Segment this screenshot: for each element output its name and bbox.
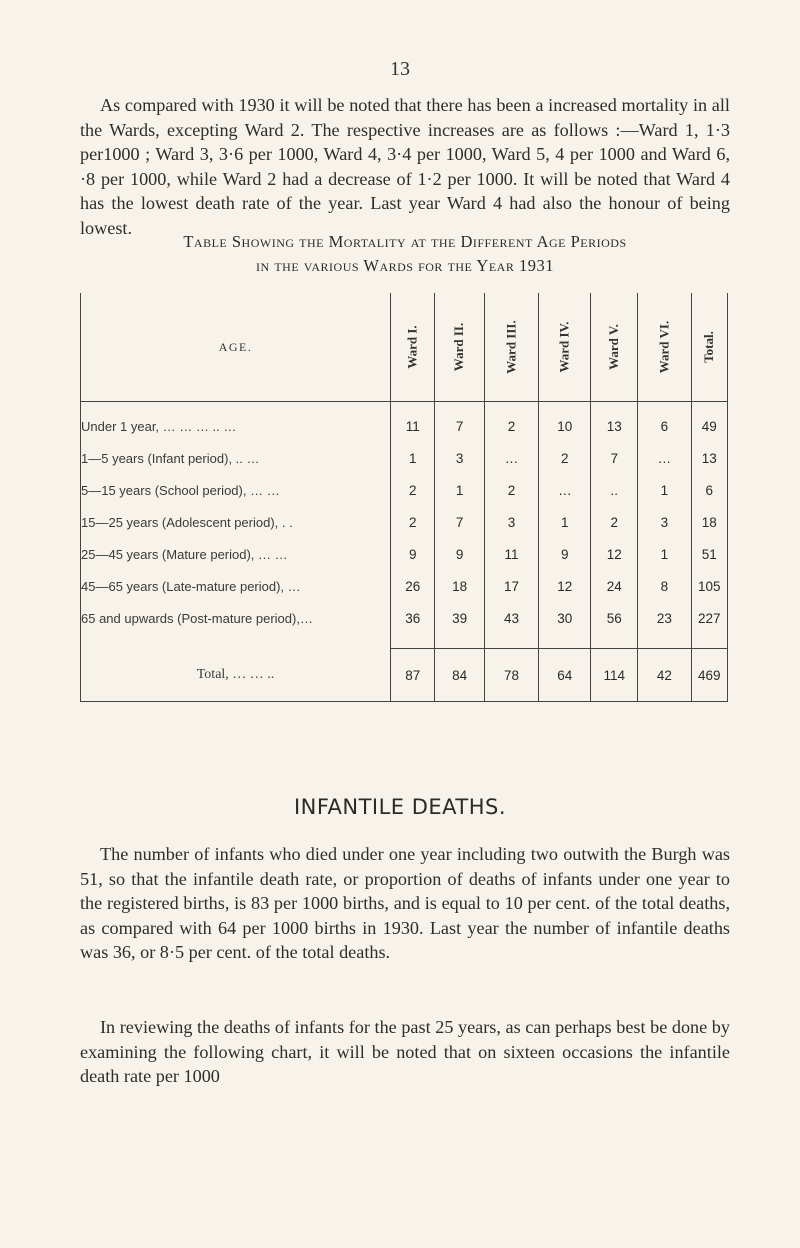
cell-grand-total: 469: [691, 649, 727, 702]
cell: 7: [435, 402, 484, 443]
cell: 13: [591, 402, 638, 443]
cell: 24: [591, 570, 638, 602]
header-total: Total.: [691, 293, 727, 402]
cell: 3: [435, 442, 484, 474]
table-row: [81, 538, 728, 570]
cell: …: [484, 442, 538, 474]
paragraph-review: In reviewing the deaths of infants for the past 25 years, as can perhaps best be done by examining the following chart, it will be noted that on sixteen occasions the infantile death rate per 1000: [80, 1017, 730, 1087]
cell: …: [539, 474, 591, 506]
row-label: 65 and upwards (Post-mature period),…: [81, 602, 391, 634]
row-label: 45—65 years (Late-mature period), …: [81, 570, 391, 602]
cell: 7: [435, 506, 484, 538]
table-total-row: [81, 649, 728, 702]
cell: 10: [539, 402, 591, 443]
header-age: AGE.: [81, 293, 391, 402]
row-label: 25—45 years (Mature period), … …: [81, 538, 391, 570]
row-label: Under 1 year, … … … .. …: [81, 402, 391, 443]
cell: 17: [484, 570, 538, 602]
cell: ..: [591, 474, 638, 506]
cell: 1: [638, 474, 692, 506]
cell: 12: [539, 570, 591, 602]
section-heading: INFANTILE DEATHS.: [293, 795, 507, 819]
cell: 87: [391, 649, 435, 702]
cell: 1: [638, 538, 692, 570]
cell: 1: [435, 474, 484, 506]
cell: 78: [484, 649, 538, 702]
cell: …: [638, 442, 692, 474]
cell-total: 51: [691, 538, 727, 570]
cell: 39: [435, 602, 484, 634]
cell: 84: [435, 649, 484, 702]
cell: 23: [638, 602, 692, 634]
header-ward-3: Ward III.: [484, 293, 538, 402]
cell: 2: [591, 506, 638, 538]
table-row: [81, 602, 728, 634]
header-ward-2: Ward II.: [435, 293, 484, 402]
cell: 3: [638, 506, 692, 538]
table-row: [81, 570, 728, 602]
cell: 36: [391, 602, 435, 634]
header-ward-4: Ward IV.: [539, 293, 591, 402]
cell-total: 13: [691, 442, 727, 474]
page-number: 13: [390, 58, 410, 80]
cell: 2: [484, 474, 538, 506]
table-title-line-1: Table Showing the Mortality at the Different Age Periods: [183, 232, 627, 251]
cell-total: 6: [691, 474, 727, 506]
cell-total: 49: [691, 402, 727, 443]
total-label: Total, … … ..: [81, 649, 391, 702]
table-row: [81, 402, 728, 443]
row-label: 1—5 years (Infant period), .. …: [81, 442, 391, 474]
cell: 3: [484, 506, 538, 538]
cell-total: 105: [691, 570, 727, 602]
cell-total: 18: [691, 506, 727, 538]
cell: 7: [591, 442, 638, 474]
cell: 26: [391, 570, 435, 602]
cell: 6: [638, 402, 692, 443]
cell: 9: [391, 538, 435, 570]
cell: 2: [484, 402, 538, 443]
paragraph-mortality-comparison: As compared with 1930 it will be noted that there has been a increased mortality in all the Wards, excepting Ward 2. The respective increases are as follows :—Ward 1, 1·3 per1000 ; Ward 3, 3·6 per 1000, Ward 4, 3·4 per 1000, Ward 5, 4 per 1000 and Ward 6, ·8 per 1000, while Ward 2 had a decrease of 1·2 per 1000. It will be noted that Ward 4 has the lowest death rate of the year. Last year Ward 4 had also the honour of being lowest.: [80, 95, 730, 238]
cell: 42: [638, 649, 692, 702]
header-ward-6: Ward VI.: [638, 293, 692, 402]
cell: 11: [484, 538, 538, 570]
header-ward-1: Ward I.: [391, 293, 435, 402]
cell: 2: [391, 506, 435, 538]
cell: 1: [391, 442, 435, 474]
cell: 43: [484, 602, 538, 634]
paragraph-infantile-deaths: The number of infants who died under one year including two outwith the Burgh was 51, so that the infantile death rate, or proportion of deaths of infants under one year to the registered births, is 83 per 1000 births, and is equal to 10 per cent. of the total deaths, as compared with 64 per 1000 births in 1930. Last year the number of infantile deaths was 36, or 8·5 per cent. of the total deaths.: [80, 844, 730, 963]
cell: 56: [591, 602, 638, 634]
cell: 18: [435, 570, 484, 602]
mortality-table: [80, 293, 728, 702]
cell: 64: [539, 649, 591, 702]
cell: 2: [391, 474, 435, 506]
cell: 11: [391, 402, 435, 443]
table-row: [81, 506, 728, 538]
cell: 30: [539, 602, 591, 634]
cell: 9: [435, 538, 484, 570]
table-row: [81, 474, 728, 506]
table-title: [80, 230, 730, 278]
row-label: 5—15 years (School period), … …: [81, 474, 391, 506]
table-row: [81, 442, 728, 474]
row-label: 15—25 years (Adolescent period), . .: [81, 506, 391, 538]
cell: 8: [638, 570, 692, 602]
table-title-line-2: in the various Wards for the Year 1931: [256, 256, 554, 275]
table-spacer-row: [81, 634, 728, 649]
cell: 114: [591, 649, 638, 702]
table-header-row: [81, 293, 728, 402]
cell: 12: [591, 538, 638, 570]
cell-total: 227: [691, 602, 727, 634]
cell: 2: [539, 442, 591, 474]
cell: 1: [539, 506, 591, 538]
header-ward-5: Ward V.: [591, 293, 638, 402]
cell: 9: [539, 538, 591, 570]
